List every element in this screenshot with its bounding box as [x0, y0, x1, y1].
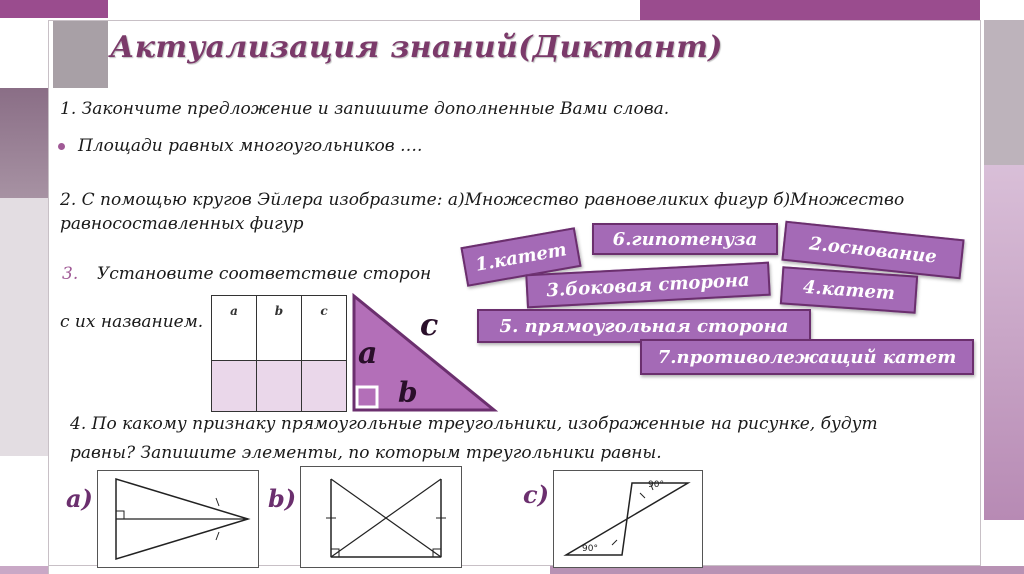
table-header-a: a — [212, 296, 257, 361]
tag-7-protivolezhaschiy[interactable]: 7.противолежащий катет — [640, 339, 974, 375]
figure-a-drawing — [97, 470, 259, 568]
figure-b-drawing — [300, 466, 462, 568]
table-header-b: b — [257, 296, 302, 361]
task3-text: Установите соответствие сторон — [97, 264, 432, 284]
task1-text: 1. Закончите предложение и запишите дополненные Вами слова. — [60, 99, 670, 119]
tag-4-katet[interactable]: 4.катет — [780, 266, 918, 313]
task2-line2: равносоставленных фигур — [60, 214, 304, 234]
task3-number: 3. — [62, 264, 79, 284]
top-band-purple — [0, 0, 108, 18]
left-light-band — [0, 198, 48, 456]
task4-line2: равны? Запишите элементы, по которым треугольники равны. — [70, 443, 662, 463]
tag-2-osnovanie[interactable]: 2.основание — [781, 221, 964, 280]
frame-line-top — [48, 20, 980, 21]
tag-3-bokovaya[interactable]: 3.боковая сторона — [525, 262, 770, 309]
tag-5-pryamougolnaya[interactable]: 5. прямоугольная сторона — [477, 309, 811, 343]
top-gray-block — [53, 20, 108, 88]
answer-cell-b[interactable] — [257, 361, 302, 412]
answer-cell-a[interactable] — [212, 361, 257, 412]
bottom-left-purple — [0, 566, 48, 574]
figure-c-label: c) — [523, 480, 549, 509]
bullet-icon — [58, 143, 65, 150]
task3-line2: с их названием. — [60, 312, 204, 332]
task2-line1: 2. С помощью кругов Эйлера изобразите: а)Множество равновеликих фигур б)Множество — [60, 190, 905, 210]
left-gray-band — [0, 88, 48, 198]
tag-6-gipotenuza[interactable]: 6.гипотенуза — [592, 223, 778, 255]
answer-table — [211, 295, 347, 412]
top-band-purple-right — [640, 0, 980, 20]
figure-c-angle-bottom: 90° — [582, 544, 598, 554]
task1-bullet-text: Площади равных многоугольников …. — [78, 136, 423, 156]
right-purple-band — [984, 165, 1024, 520]
frame-line-left — [48, 20, 49, 574]
triangle-label-c: c — [420, 308, 439, 343]
triangle-label-a: a — [358, 336, 378, 371]
figure-b-label: b) — [268, 484, 297, 513]
answer-cell-c[interactable] — [302, 361, 347, 412]
triangle-label-b: b — [398, 376, 418, 409]
table-header-c: c — [302, 296, 347, 361]
right-gray-block — [984, 20, 1024, 165]
frame-line-right — [980, 20, 981, 574]
figure-a-label: а) — [66, 484, 93, 513]
figure-c-angle-top: 90° — [648, 480, 664, 490]
page-title: Актуализация знаний(Диктант) — [110, 30, 723, 65]
task4-line1: 4. По какому признаку прямоугольные треугольники, изображенные на рисунке, будут — [70, 414, 878, 434]
tag-1-katet[interactable]: 1.катет — [460, 227, 581, 287]
figure-c-drawing — [553, 470, 703, 568]
